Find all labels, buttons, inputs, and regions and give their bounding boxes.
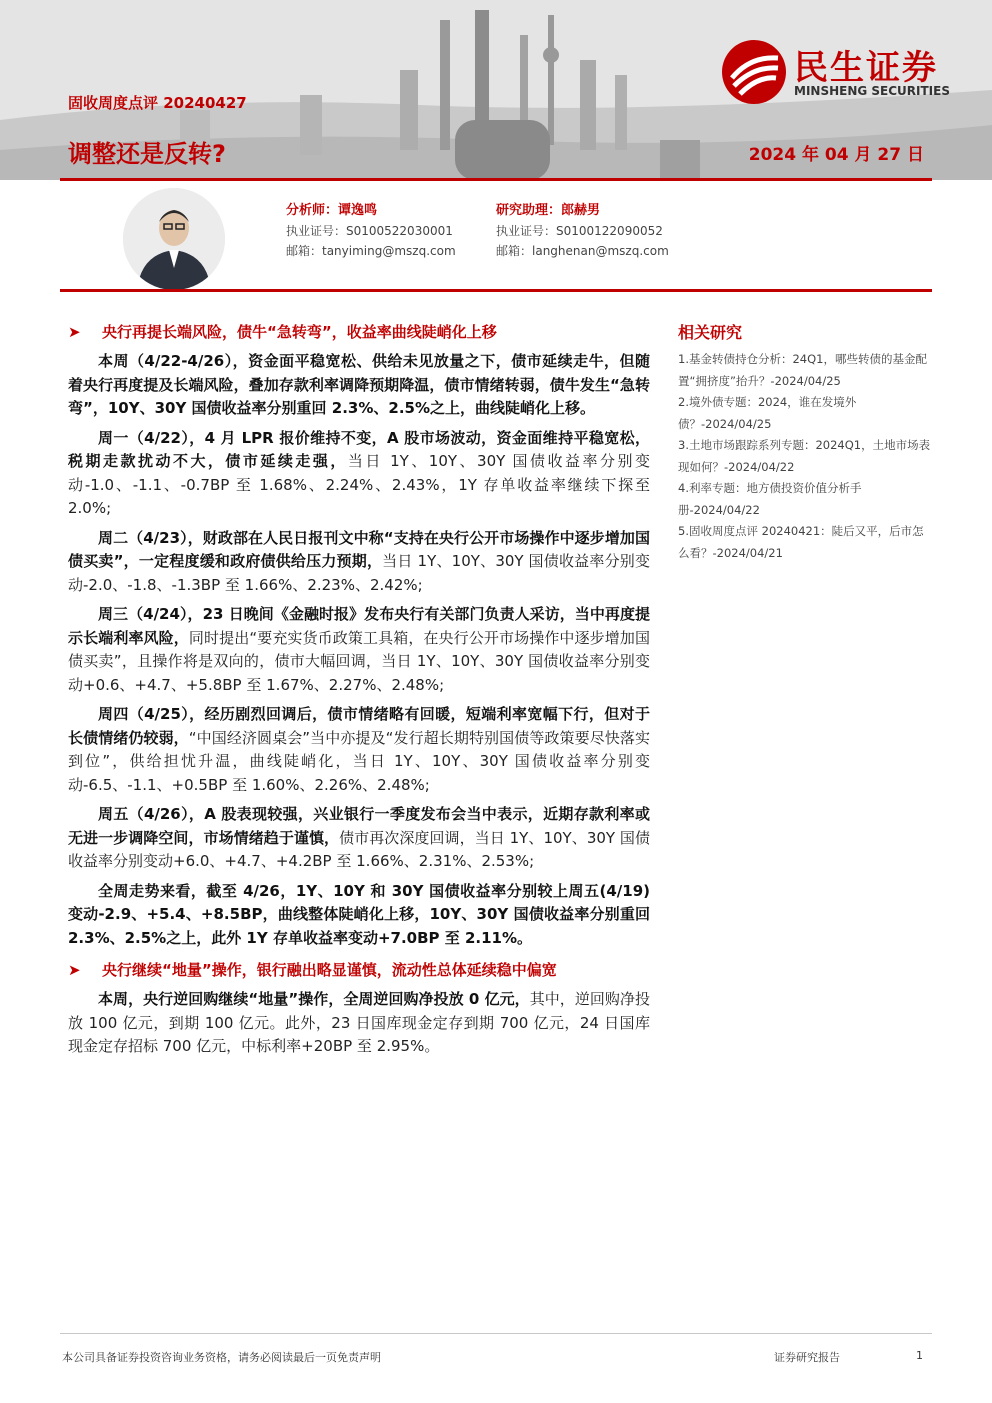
footer-divider (60, 1333, 932, 1334)
paragraph (68, 427, 650, 521)
analyst-lead (286, 201, 456, 261)
section-heading (68, 320, 650, 344)
header-divider (60, 178, 932, 181)
report-date: 2024 年 04 月 27 日 (748, 145, 924, 165)
paragraph-text: 当日 1Y、10Y、30Y 国债收益率分别变动-2.0、-1.8、-1.3BP 至 1.66%、2.23%、2.42%; (68, 552, 650, 594)
paragraph (68, 603, 650, 697)
related-research-item[interactable]: 3.土地市场跟踪系列专题：2024Q1，土地市场表现如何？-2024/04/22 (678, 438, 931, 474)
sidebar-heading: 相关研究 (678, 323, 743, 342)
related-research-item[interactable]: 2.境外债专题：2024，谁在发境外债？-2024/04/25 (678, 395, 857, 431)
paragraph (68, 988, 650, 1059)
paragraph-text: “中国经济圆桌会”当中亦提及“发行超长期特别国债等政策要尽快落实到位”，供给担忧升温，曲线陡峭化，当日 1Y、10Y、30Y 国债收益率分别变动-6.5、-1.1、+0.5BP 至 1.60%、2.26%、2.48%; (68, 728, 650, 794)
report-title: 调整还是反转? (68, 140, 226, 168)
paragraph (68, 703, 650, 797)
paragraph-text: 其中，逆回购净投放 100 亿元，到期 100 亿元。此外，23 日国库现金定存到期 700 亿元，24 日国库现金定存招标 700 亿元，中标利率+20BP 至 2.95%。 (68, 990, 650, 1055)
minsheng-logo-icon (720, 38, 788, 106)
paragraph (68, 527, 650, 598)
analyst-assistant-email[interactable]: 邮箱：langhenan@mszq.com (496, 244, 669, 258)
minsheng-logo (720, 38, 970, 108)
related-research-item[interactable]: 5.固收周度点评 20240421：陡后又平，后市怎么看？-2024/04/21 (678, 524, 924, 560)
logo-english-text: MINSHENG SECURITIES (794, 84, 950, 98)
analyst-photo-icon (123, 188, 225, 290)
paragraph-text: 同时提出“要充实货币政策工具箱，在央行公开市场操作中逐步增加国债买卖”，且操作将是双向的，债市大幅回调，当日 1Y、10Y、30Y 国债收益率分别变动+0.6、+4.7、+5.8BP 至 1.67%、2.27%、2.48%; (68, 628, 650, 694)
analyst-lead-name: 分析师：谭逸鸣 (286, 203, 378, 218)
footer-disclaimer: 本公司具备证券投资咨询业务资格，请务必阅读最后一页免责声明 (62, 1351, 381, 1364)
section-heading-text: 央行继续“地量”操作，银行融出略显谨慎，流动性总体延续稳中偏宽 (102, 961, 557, 979)
paragraph-bold: 本周，央行逆回购继续“地量”操作，全周逆回购净投放 0 亿元， (98, 990, 530, 1008)
paragraph-bold: 周二（4/23），财政部在人民日报刊文中称“支持在央行公开市场操作中逐步增加国债买卖”，一定程度缓和政府债供给压力预期， (68, 528, 650, 570)
paragraph-bold: 周四（4/25），经历剧烈回调后，债市情绪略有回暖，短端利率宽幅下行，但对于长债情绪仍较弱， (68, 705, 650, 747)
paragraph-bold: 本周（4/22-4/26），资金面平稳宽松、供给未见放量之下，债市延续走牛，但随着央行再度提及长端风险，叠加存款利率调降预期降温，债市情绪转弱，债牛发生“急转弯”，10Y、30Y 国债收益率分别重回 2.3%、2.5%之上，曲线陡峭化上移。 (68, 352, 650, 417)
section-heading-text: 央行再提长端风险，债牛“急转弯”，收益率曲线陡峭化上移 (102, 323, 497, 341)
paragraph (68, 880, 650, 951)
series-title: 固收周度点评 20240427 (68, 94, 247, 112)
analyst-assistant (496, 201, 669, 261)
logo-chinese-text: 民生证券 (794, 48, 938, 88)
analyst-lead-email[interactable]: 邮箱：tanyiming@mszq.com (286, 244, 456, 258)
chevron-right-icon: ➤ (68, 961, 81, 979)
analyst-assistant-name: 研究助理：郎赫男 (496, 203, 601, 218)
section-heading (68, 958, 650, 982)
analyst-lead-license: 执业证号：S0100522030001 (286, 224, 453, 238)
paragraph-bold: 周一（4/22），4 月 LPR 报价维持不变，A 股市场波动，资金面维持平稳宽松，税期走款扰动不大，债市延续走强， (68, 428, 650, 470)
main-content (68, 320, 650, 1065)
paragraph (68, 350, 650, 421)
paragraph-bold: 全周走势来看，截至 4/26，1Y、10Y 和 30Y 国债收益率分别较上周五(4/19)变动-2.9、+5.4、+8.5BP，曲线整体陡峭化上移，10Y、30Y 国债收益率分别重回 2.3%、2.5%之上，此外 1Y 存单收益率变动+7.0BP 至 2.11%。 (68, 881, 650, 947)
paragraph-bold: 周五（4/26），A 股表现较强，兴业银行一季度发布会当中表示，近期存款利率或无进一步调降空间，市场情绪趋于谨慎， (68, 805, 650, 847)
chevron-right-icon: ➤ (68, 323, 81, 341)
analyst-assistant-license: 执业证号：S0100122090052 (496, 224, 663, 238)
analyst-divider (60, 289, 932, 292)
header-banner (0, 0, 992, 180)
paragraph-text: 债市再次深度回调，当日 1Y、10Y、30Y 国债收益率分别变动+6.0、+4.7、+4.2BP 至 1.66%、2.31%、2.53%; (68, 828, 650, 870)
footer-report-type: 证券研究报告 (774, 1351, 840, 1364)
related-research-item[interactable]: 1.基金转债持仓分析：24Q1，哪些转债的基金配置“拥挤度”抬升？-2024/04/25 (678, 352, 927, 388)
analyst-avatar (123, 188, 225, 290)
page-number: 1 (916, 1349, 923, 1362)
paragraph (68, 803, 650, 874)
related-research-item[interactable]: 4.利率专题：地方债投资价值分析手册-2024/04/22 (678, 481, 862, 517)
paragraph-text: 当日 1Y、10Y、30Y 国债收益率分别变动-1.0、-1.1、-0.7BP 至 1.68%、2.24%、2.43%，1Y 存单收益率继续下探至 2.0%; (68, 452, 650, 517)
paragraph-bold: 周三（4/24），23 日晚间《金融时报》发布央行有关部门负责人采访，当中再度提示长端利率风险， (68, 605, 650, 647)
related-research-sidebar (678, 320, 932, 564)
